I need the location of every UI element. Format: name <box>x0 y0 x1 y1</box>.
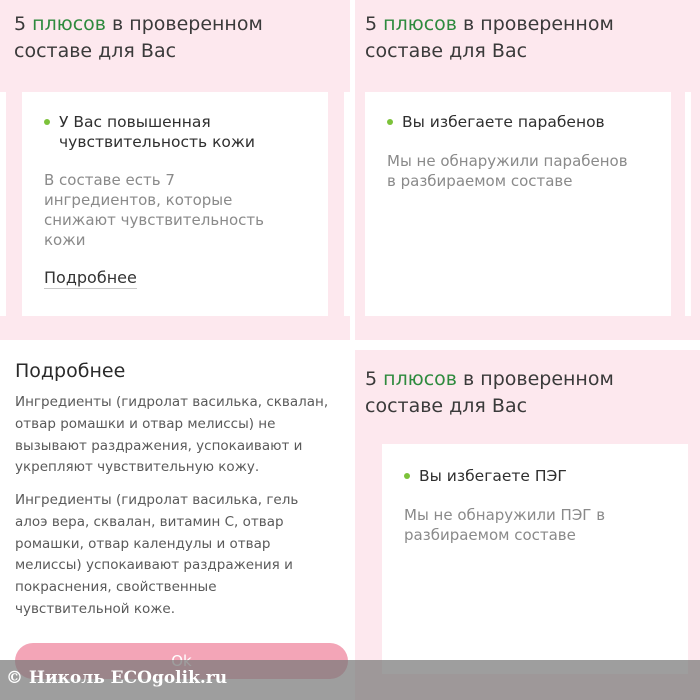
plus-count: 5 <box>365 368 378 390</box>
bullet-item <box>387 112 657 132</box>
modal-title: Подробнее <box>15 360 126 382</box>
modal-paragraph-1: Ингредиенты (гидролат василька, сквалан, отвар ромашки и отвар мелиссы) не вызывают раздражения, успокаивают и укрепляют чувствительную кожу. <box>15 394 329 476</box>
plus-word: плюсов <box>32 13 106 35</box>
bullet-dot-icon <box>44 119 50 125</box>
card <box>365 92 671 316</box>
bullet-item <box>404 466 674 486</box>
header-title <box>14 11 263 65</box>
bullet-dot-icon <box>387 119 393 125</box>
bullet-dot-icon <box>404 473 410 479</box>
modal-paragraph-2: Ингредиенты (гидролат василька, гель алоэ вера, сквалан, витамин С, отвар ромашки, отвар календулы и отвар мелиссы) успокаивают раздражения и покраснения, свойственные чувствительной коже. <box>15 492 299 617</box>
card-edge <box>685 92 691 316</box>
header-line1-rest: в проверенном <box>112 13 263 35</box>
bullet-text: Вы избегаете парабенов <box>402 113 605 131</box>
card <box>382 444 688 674</box>
description-text: В составе есть 7 ингредиентов, которые снижают чувствительность кожи <box>44 171 264 249</box>
panel-top-left <box>0 0 350 340</box>
header-line2: составе для Вас <box>14 40 177 62</box>
bullet-item <box>44 112 294 152</box>
plus-count: 5 <box>14 13 27 35</box>
panel-bottom-right <box>355 350 700 700</box>
card-edge <box>0 92 6 316</box>
plus-word: плюсов <box>383 13 457 35</box>
header-line1-rest: в проверенном <box>463 368 614 390</box>
header-line1-rest: в проверенном <box>463 13 614 35</box>
watermark-text: © Николь ECOgolik.ru <box>6 668 228 688</box>
bullet-text: Вы избегаете ПЭГ <box>419 467 567 485</box>
card <box>22 92 328 316</box>
more-link[interactable]: Подробнее <box>44 268 137 287</box>
description-text: Мы не обнаружили ПЭГ в разбираемом составе <box>404 506 606 544</box>
card-edge <box>344 92 350 316</box>
plus-word: плюсов <box>383 368 457 390</box>
bullet-text: У Вас повышенная чувствительность кожи <box>59 113 255 151</box>
header-title <box>365 366 614 420</box>
panel-top-right <box>355 0 700 340</box>
header-line2: составе для Вас <box>365 395 528 417</box>
panel-bottom-left-modal <box>0 345 352 700</box>
plus-count: 5 <box>365 13 378 35</box>
watermark-bar <box>0 660 700 700</box>
header-line2: составе для Вас <box>365 40 528 62</box>
header-title <box>365 11 614 65</box>
description-text: Мы не обнаружили парабенов в разбираемом составе <box>387 152 628 190</box>
